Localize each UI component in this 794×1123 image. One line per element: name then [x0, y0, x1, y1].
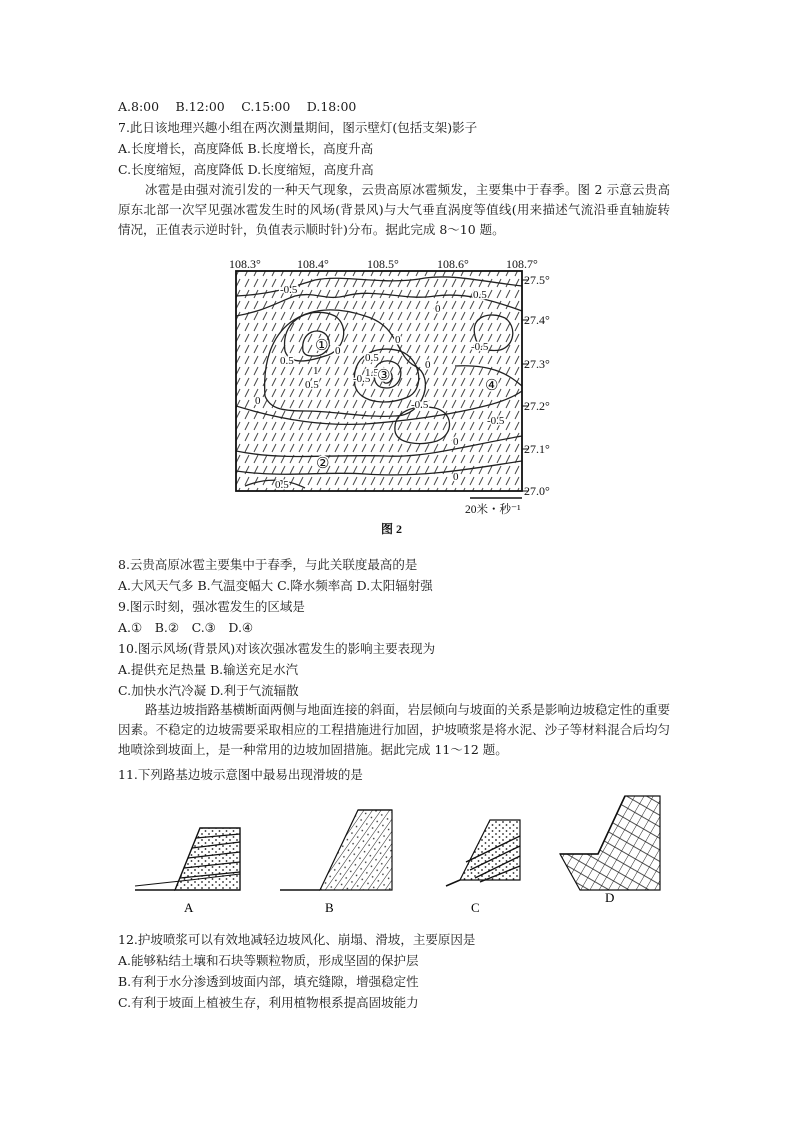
q7-stem: 7.此日该地理兴趣小组在两次测量期间，图示壁灯(包括支架)影子: [118, 120, 478, 135]
contour-label: -0.5: [280, 284, 298, 296]
passage-slope: 路基边坡指路基横断面两侧与地面连接的斜面，岩层倾向与坡面的关系是影响边坡稳定性的重要因素。不稳定的边坡需要采取相应的工程措施进行加固，护坡喷浆是将水泥、沙子等材料混合后均匀地喷涂到坡面上，是一种常用的边坡加固措施。据此完成 11～12 题。: [118, 702, 671, 757]
q12-option-a: A.能够粘结土壤和石块等颗粒物质，形成坚固的保护层: [118, 953, 419, 968]
q10-options-cd: C.加快水汽冷凝 D.利于气流辐散: [118, 683, 299, 698]
contour-label: 1: [313, 365, 319, 377]
lon-label: 108.3°: [229, 257, 261, 271]
slope-diagram-c: [446, 820, 520, 915]
figure-caption: 图 2: [381, 522, 403, 536]
passage-hail: 冰雹是由强对流引发的一种天气现象，云贵高原冰雹频发，主要集中于春季。图 2 示意云贵高原东北部一次罕见强冰雹发生时的风场(背景风)与大气垂直涡度等值线(用来描述气流沿垂直轴旋转情况，正值表示逆时针，负值表示顺时针)分布。据此完成 8～10 题。: [118, 182, 670, 237]
contour-label: -0.5: [471, 341, 489, 353]
contour-label: 1.5: [365, 367, 379, 379]
slope-diagram-a: [135, 828, 240, 915]
option-label: B: [325, 900, 334, 915]
q10-stem: 10.图示风场(背景风)对该次强冰雹发生的影响主要表现为: [118, 641, 436, 656]
area-marker-4: ④: [485, 378, 499, 394]
scale-label: 20米・秒⁻¹: [465, 504, 521, 516]
q8-options: A.大风天气多 B.气温变幅大 C.降水频率高 D.太阳辐射强: [118, 578, 433, 593]
q10-options-ab: A.提供充足热量 B.输送充足水汽: [118, 662, 299, 677]
contour-label: 0: [453, 471, 459, 483]
area-marker-1: ①: [315, 338, 329, 354]
option-label: A: [184, 900, 194, 915]
q12-option-b: B.有利于水分渗透到坡面内部，填充缝隙，增强稳定性: [118, 974, 419, 989]
lat-label: 27.4°: [524, 313, 550, 327]
contour-label: 0: [335, 345, 341, 357]
lon-label: 108.6°: [437, 257, 469, 271]
q7-options-ab: A.长度增长，高度降低 B.长度增长，高度升高: [118, 141, 374, 156]
lat-label: 27.2°: [524, 399, 550, 413]
contour-label: -0.5: [411, 399, 429, 411]
lat-label: 27.3°: [524, 357, 550, 371]
q7-options-cd: C.长度缩短，高度降低 D.长度缩短，高度升高: [118, 162, 374, 177]
lat-label: 27.0°: [524, 484, 550, 498]
contour-label: 0.5: [305, 379, 319, 391]
slope-diagram-b: [280, 810, 392, 915]
contour-label: 0.5: [473, 289, 487, 301]
contour-label: 0: [453, 436, 459, 448]
area-marker-2: ②: [316, 456, 330, 472]
lat-ticks: [522, 280, 528, 491]
slope-diagram-d: [560, 796, 660, 905]
contour-label: 0: [255, 395, 261, 407]
lat-label: 27.5°: [524, 273, 550, 287]
contour-label: -0.5: [487, 415, 505, 427]
option-label: D: [605, 890, 615, 905]
contour-label: 0.5: [365, 352, 379, 364]
lat-label: 27.1°: [524, 442, 550, 456]
q9-options: A.① B.② C.③ D.④: [118, 620, 254, 635]
q11-stem: 11.下列路基边坡示意图中最易出现滑坡的是: [118, 767, 363, 782]
lon-label: 108.7°: [506, 257, 538, 271]
slope-diagrams: [130, 790, 670, 922]
area-marker-3: ③: [377, 368, 391, 384]
contour-label: 0.5: [275, 479, 289, 491]
contour-label: -0.5: [353, 373, 371, 385]
contour-label: 0: [395, 334, 401, 346]
q12-option-c: C.有利于坡面上植被生存，利用植物根系提高固坡能力: [118, 995, 419, 1010]
q12-stem: 12.护坡喷浆可以有效地减轻边坡风化、崩塌、滑坡，主要原因是: [118, 932, 476, 947]
lon-label: 108.5°: [367, 257, 399, 271]
q6-options: A.8:00 B.12:00 C.15:00 D.18:00: [118, 99, 357, 114]
q9-stem: 9.图示时刻，强冰雹发生的区域是: [118, 599, 305, 614]
q8-stem: 8.云贵高原冰雹主要集中于春季，与此关联度最高的是: [118, 557, 418, 572]
contour-label: 0: [435, 303, 441, 315]
contour-label: 0.5: [280, 355, 294, 367]
option-label: C: [471, 900, 480, 915]
lon-label: 108.4°: [297, 257, 329, 271]
figure-2: [225, 256, 565, 540]
contour-label: 0: [425, 359, 431, 371]
